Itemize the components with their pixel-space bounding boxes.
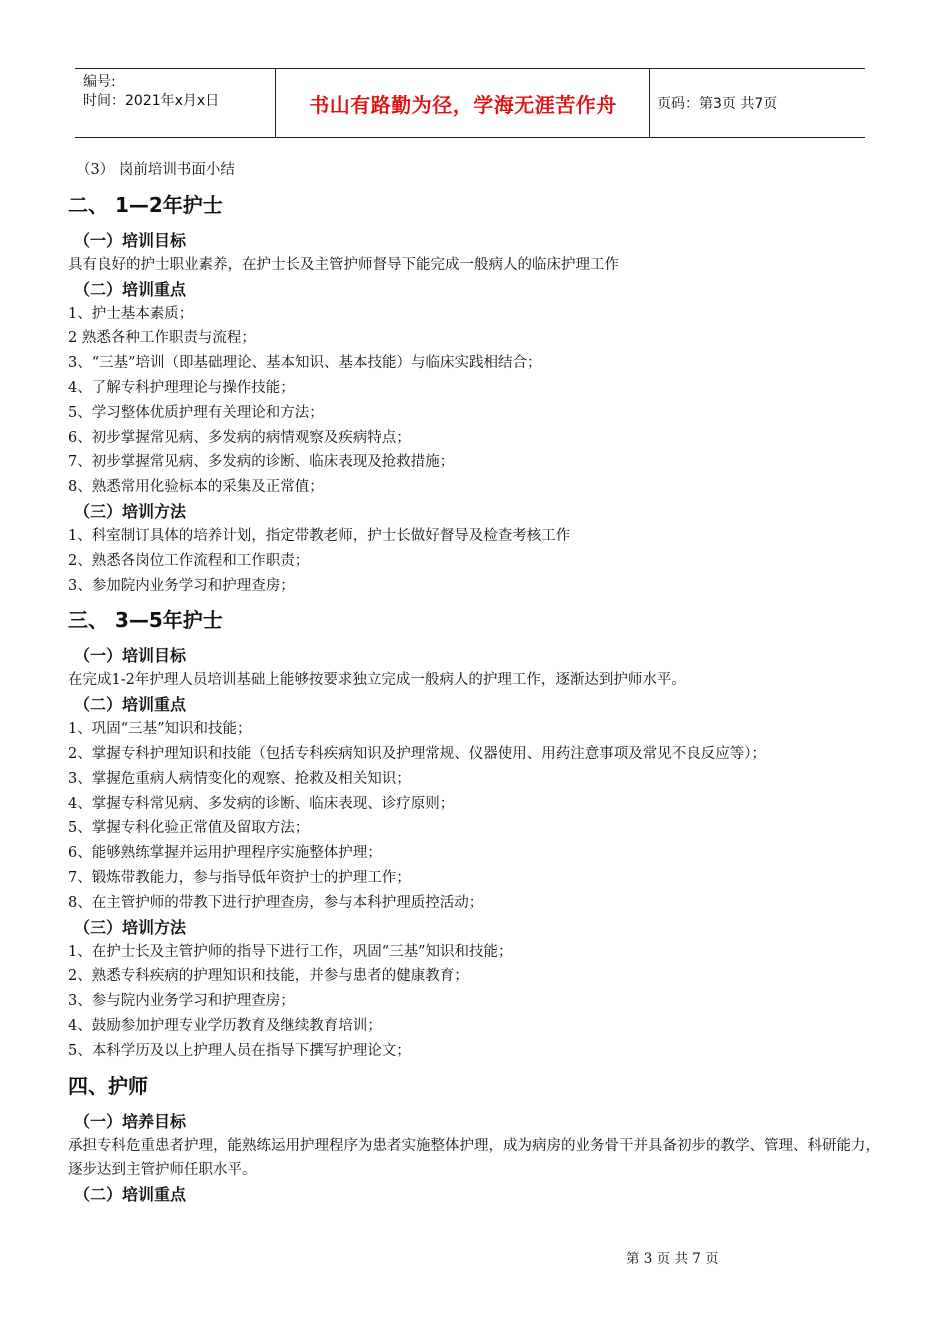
list-item: 3、“三基”培训（即基础理论、基本知识、基本技能）与临床实践相结合； bbox=[68, 355, 542, 372]
header-left bbox=[83, 73, 219, 111]
list-item: 2 熟悉各种工作职责与流程； bbox=[68, 330, 256, 347]
subsection-title: （二）培训重点 bbox=[74, 695, 187, 715]
subsection-title: （三）培训方法 bbox=[74, 917, 187, 937]
list-item: 2、熟悉各岗位工作流程和工作职责； bbox=[68, 552, 310, 569]
paragraph: 在完成1-2年护理人员培训基础上能够按要求独立完成一般病人的护理工作，逐渐达到护师水平。 bbox=[68, 672, 686, 689]
list-item: 8、熟悉常用化验标本的采集及正常值； bbox=[68, 479, 324, 496]
subsection-title: （二）培训重点 bbox=[74, 1185, 187, 1205]
paragraph: 承担专科危重患者护理，能熟练运用护理程序为患者实施整体护理，成为病房的业务骨干并具备初步的教学、管理、科研能力，逐步达到主管护师任职水平。 bbox=[68, 1137, 880, 1179]
section-title: 三、 3—5年护士 bbox=[68, 608, 223, 633]
list-item: 4、了解专科护理理论与操作技能； bbox=[68, 379, 295, 396]
list-item: 1、在护士长及主管护师的指导下进行工作，巩固“三基”知识和技能； bbox=[68, 943, 513, 960]
list-item: 8、在主管护师的带教下进行护理查房，参与本科护理质控活动； bbox=[68, 894, 484, 911]
subsection-title: （一）培训目标 bbox=[74, 230, 187, 250]
subsection-title: （一）培训目标 bbox=[74, 646, 187, 666]
list-item: 5、本科学历及以上护理人员在指导下撰写护理论文； bbox=[68, 1042, 411, 1059]
date-label: 时间：2021年x月x日 bbox=[83, 93, 220, 109]
page-footer: 第 3 页 共 7 页 bbox=[626, 1251, 719, 1267]
list-item: 5、学习整体优质护理有关理论和方法； bbox=[68, 404, 324, 421]
list-item: 3、掌握危重病人病情变化的观察、抢救及相关知识； bbox=[68, 770, 411, 787]
intro-line: （3） 岗前培训书面小结 bbox=[76, 162, 235, 178]
list-item: 1、巩固“三基”知识和技能； bbox=[68, 721, 252, 738]
page-label: 页码：第3页 共7页 bbox=[657, 96, 778, 112]
number-label: 编号: bbox=[83, 74, 116, 90]
list-item: 5、掌握专科化验正常值及留取方法； bbox=[68, 820, 310, 837]
list-item: 1、护士基本素质； bbox=[68, 305, 194, 322]
list-item: 4、鼓励参加护理专业学历教育及继续教育培训； bbox=[68, 1017, 382, 1034]
section-title: 四、护师 bbox=[68, 1073, 148, 1098]
list-item: 4、掌握专科常见病、多发病的诊断、临床表现、诊疗原则； bbox=[68, 795, 455, 812]
subsection-title: （三）培训方法 bbox=[74, 501, 187, 521]
paragraph: 具有良好的护士职业素养，在护士长及主管护师督导下能完成一般病人的临床护理工作 bbox=[68, 256, 619, 273]
motto: 书山有路勤为径，学海无涯苦作舟 bbox=[309, 92, 617, 117]
divider bbox=[275, 69, 276, 137]
divider bbox=[649, 69, 650, 137]
subsection-title: （二）培训重点 bbox=[74, 279, 187, 299]
list-item: 7、初步掌握常见病、多发病的诊断、临床表现及抢救措施； bbox=[68, 454, 455, 471]
section-title: 二、 1—2年护士 bbox=[68, 192, 223, 217]
list-item: 2、掌握专科护理知识和技能（包括专科疾病知识及护理常规、仪器使用、用药注意事项及常见不良反应等）； bbox=[68, 745, 766, 762]
list-item: 3、参加院内业务学习和护理查房； bbox=[68, 577, 295, 594]
list-item: 1、科室制订具体的培养计划，指定带教老师，护士长做好督导及检查考核工作 bbox=[68, 527, 571, 544]
page-header bbox=[75, 68, 865, 138]
list-item: 6、能够熟练掌握并运用护理程序实施整体护理； bbox=[68, 845, 382, 862]
list-item: 3、参与院内业务学习和护理查房； bbox=[68, 993, 295, 1010]
list-item: 6、初步掌握常见病、多发病的病情观察及疾病特点； bbox=[68, 429, 411, 446]
list-item: 2、熟悉专科疾病的护理知识和技能，并参与患者的健康教育； bbox=[68, 968, 469, 985]
document-body bbox=[68, 158, 888, 1207]
list-item: 7、锻炼带教能力，参与指导低年资护士的护理工作； bbox=[68, 869, 411, 886]
subsection-title: （一）培养目标 bbox=[74, 1111, 187, 1131]
